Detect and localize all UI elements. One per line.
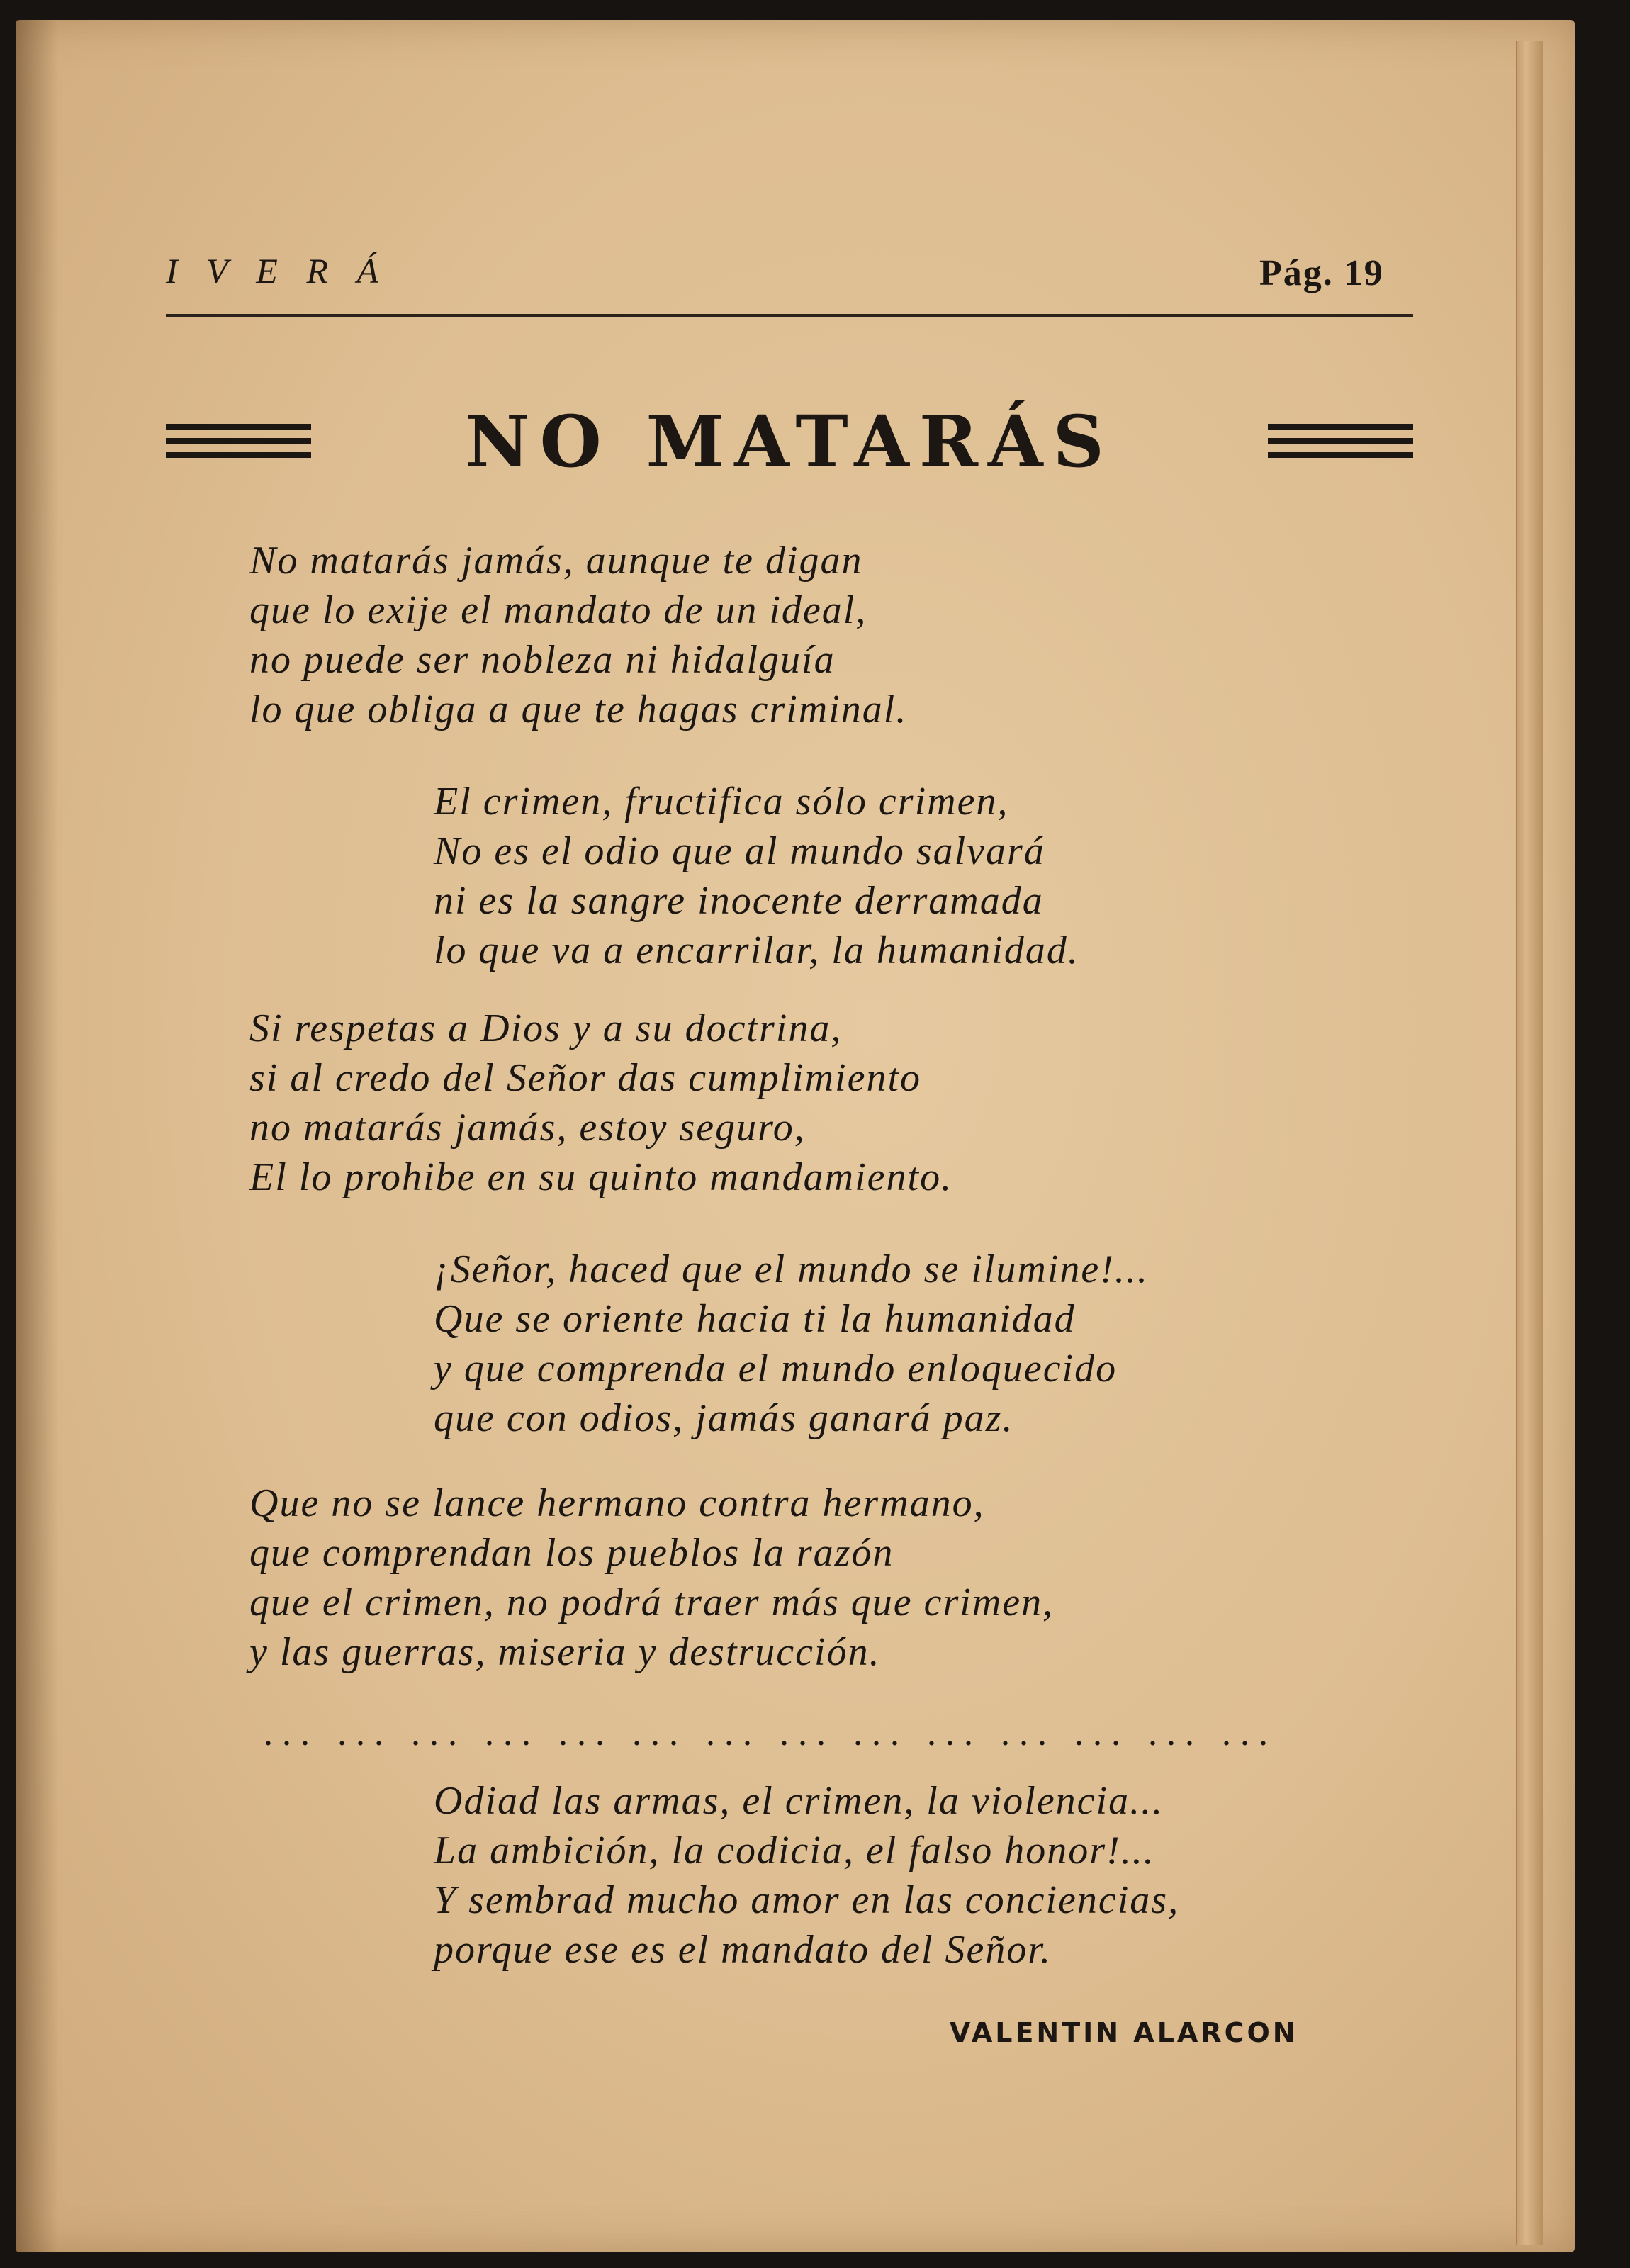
section-separator: ... ... ... ... ... ... ... ... ... ... ... ... ... ... [264, 1713, 1277, 1753]
binding-shadow [16, 20, 58, 2252]
verse-line: porque ese es el mandato del Señor. [434, 1928, 1052, 1972]
title-row [166, 400, 1413, 483]
stanza-3 [249, 1004, 952, 1202]
verse-line: lo que obliga a que te hagas criminal. [249, 687, 908, 731]
verse-line: no puede ser nobleza ni hidalguía [249, 638, 836, 682]
verse-line: y las guerras, miseria y destrucción. [249, 1630, 881, 1674]
verse-line: El crimen, fructifica sólo crimen, [434, 780, 1009, 824]
poem-title: NO MATARÁS [465, 400, 1114, 483]
magazine-page [16, 20, 1575, 2252]
author-signature: VALENTIN ALARCON [950, 2017, 1298, 2048]
verse-line: ¡Señor, haced que el mundo se ilumine!... [434, 1247, 1149, 1291]
stanza-4 [434, 1245, 1149, 1443]
verse-line: lo que va a encarrilar, la humanidad. [434, 928, 1079, 972]
verse-line: si al credo del Señor das cumplimiento [249, 1056, 922, 1100]
verse-line: no matarás jamás, estoy seguro, [249, 1106, 806, 1150]
page-number: Pág. 19 [1259, 253, 1384, 293]
stanza-6 [434, 1776, 1179, 1975]
stanza-5 [249, 1478, 1054, 1677]
verse-line: que con odios, jamás ganará paz. [434, 1396, 1014, 1440]
journal-name: I V E R Á [166, 251, 388, 291]
verse-line: Que no se lance hermano contra hermano, [249, 1481, 985, 1525]
title-ornament-left [166, 418, 311, 468]
verse-line: ni es la sangre inocente derramada [434, 879, 1044, 923]
header-rule [166, 314, 1413, 317]
verse-line: Que se oriente hacia ti la humanidad [434, 1297, 1076, 1341]
verse-line: que lo exije el mandato de un ideal, [249, 588, 867, 632]
verse-line: No es el odio que al mundo salvará [434, 829, 1045, 873]
verse-line: que el crimen, no podrá traer más que crimen, [249, 1581, 1055, 1624]
title-ornament-right [1268, 418, 1413, 468]
page-edge [1516, 41, 1543, 2245]
verse-line: Si respetas a Dios y a su doctrina, [249, 1006, 843, 1050]
verse-line: Y sembrad mucho amor en las conciencias, [434, 1878, 1180, 1922]
verse-line: y que comprenda el mundo enloquecido [434, 1347, 1118, 1391]
verse-line: Odiad las armas, el crimen, la violencia... [434, 1779, 1164, 1823]
verse-line: No matarás jamás, aunque te digan [249, 539, 863, 583]
verse-line: que comprendan los pueblos la razón [249, 1531, 894, 1575]
verse-line: La ambición, la codicia, el falso honor!... [434, 1829, 1155, 1873]
verse-line: El lo prohibe en su quinto mandamiento. [249, 1155, 953, 1199]
stanza-1 [249, 536, 907, 734]
stanza-2 [434, 777, 1079, 975]
